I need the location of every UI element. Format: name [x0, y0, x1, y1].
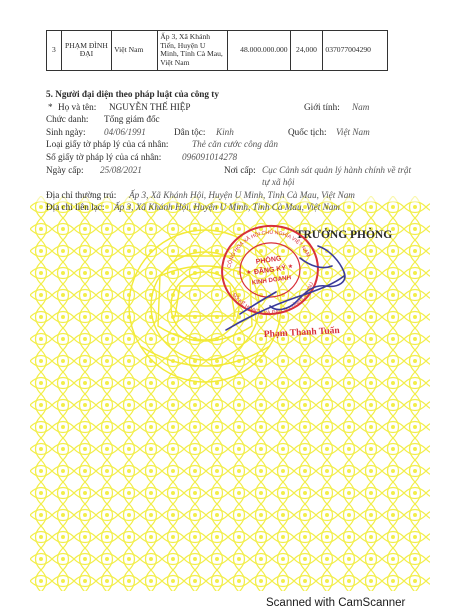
doc-type-value: Thẻ căn cước công dân: [192, 139, 278, 150]
signature-heading: TRƯỞNG PHÒNG: [295, 229, 393, 241]
ethnicity-label: Dân tộc:: [174, 126, 206, 137]
issuer-label: Nơi cấp:: [224, 164, 256, 175]
stamp-center-line2: ĐĂNG KÝ: [253, 264, 287, 277]
residence-label: Địa chỉ thường trú:: [46, 189, 117, 200]
security-pattern-background: [30, 196, 430, 591]
dob-value: 04/06/1991: [104, 126, 146, 137]
stamp-ring-top: CỘNG HÒA XÃ HỘI CHỦ NGHĨA VIỆT NAM: [226, 229, 312, 269]
issue-row: [46, 164, 426, 177]
position-value: Tổng giám đốc: [104, 114, 160, 125]
dob-label: Sinh ngày:: [46, 126, 86, 137]
issue-date-value: 25/08/2021: [100, 164, 142, 175]
shareholder-nationality: Việt Nam: [112, 31, 158, 71]
section-title: 5. Người đại diện theo pháp luật của công ty: [46, 89, 219, 99]
shareholder-percent: 24,000: [290, 31, 323, 71]
doc-type-label: Loại giấy tờ pháp lý của cá nhân:: [46, 139, 169, 150]
table-row: [47, 31, 388, 71]
contact-value: Ấp 3, Xã Khánh Hội, Huyện U Minh, Tỉnh Cà Mau, Việt Nam: [114, 202, 340, 213]
name-label: Họ và tên:: [58, 101, 97, 112]
signatory-name: Phạm Thanh Tuấn: [263, 326, 340, 340]
stamp-star-icon: ★: [287, 263, 294, 271]
name-row: [46, 101, 426, 114]
issue-date-label: Ngày cấp:: [46, 164, 84, 175]
shareholder-address: Ấp 3, Xã Khánh Tiến, Huyện U Minh, Tỉnh Cà Mau, Việt Nam: [158, 31, 228, 71]
issue-row-cont: [46, 176, 426, 189]
residence-value: Ấp 3, Xã Khánh Hội, Huyện U Minh, Tỉnh Cà Mau, Việt Nam: [129, 189, 355, 200]
row-index: 3: [47, 31, 62, 71]
ethnicity-value: Kinh: [216, 126, 234, 137]
contact-label: Địa chỉ liên lạc:: [46, 202, 105, 213]
doc-number-label: Số giấy tờ pháp lý của cá nhân:: [46, 151, 162, 162]
nationality-label: Quốc tịch:: [288, 126, 327, 137]
issuer-value-line1: Cục Cảnh sát quản lý hành chính về trật: [262, 164, 412, 175]
shareholder-table: [46, 30, 388, 71]
stamp-center-line3: KINH DOANH: [251, 274, 292, 287]
stamp-ring-bottom: SỞ KẾ HOẠCH VÀ ĐẦU TƯ TỈNH CÀ MAU: [230, 281, 316, 317]
nationality-value: Việt Nam: [336, 126, 370, 137]
issuer-value-line2: tự xã hội: [262, 177, 295, 188]
shareholder-capital: 48.000.000.000: [227, 31, 290, 71]
stamp-star-icon: ★: [245, 269, 252, 277]
gender-label: Giới tính:: [304, 101, 340, 112]
contact-row: [46, 201, 426, 214]
stamp-center-line1: PHÒNG: [255, 255, 282, 266]
position-label: Chức danh:: [46, 114, 89, 125]
title-row: [46, 113, 426, 126]
dob-row: [46, 126, 426, 139]
scanner-watermark: Scanned with CamScanner: [266, 597, 406, 609]
gender-value: Nam: [352, 101, 370, 112]
name-value: NGUYỄN THẾ HIỆP: [109, 101, 191, 112]
bullet: *: [48, 101, 53, 112]
shareholder-name: PHẠM ĐÌNH ĐẠI: [61, 31, 111, 71]
doc-number-row: [46, 151, 426, 164]
doc-number-value: 096091014278: [182, 151, 238, 162]
shareholder-id-number: 037077004290: [323, 31, 388, 71]
doc-type-row: [46, 138, 426, 151]
residence-row: [46, 189, 426, 202]
legal-representative-section: [46, 88, 426, 214]
